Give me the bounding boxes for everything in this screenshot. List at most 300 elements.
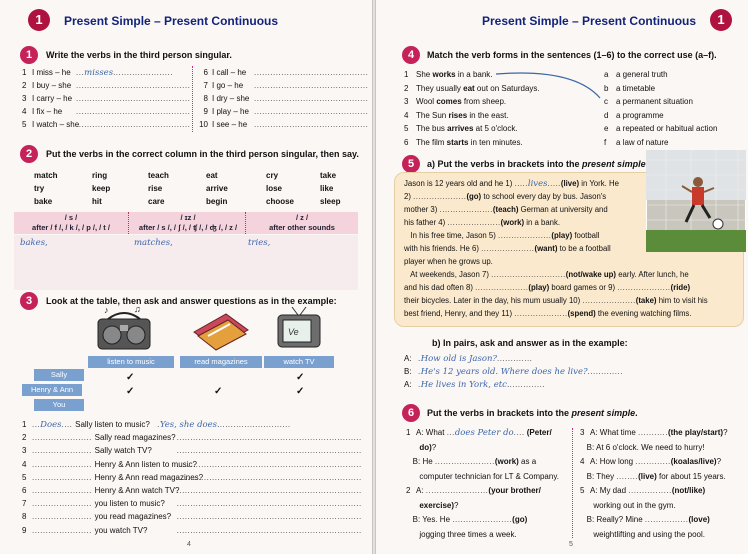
- question-line: [22, 473, 362, 482]
- page-number: 4: [187, 541, 191, 548]
- answer-dots: ......................: [32, 433, 95, 443]
- column-divider: [192, 66, 193, 132]
- answer-dots: ......................: [113, 68, 173, 77]
- answer-area: [14, 235, 358, 290]
- item-number: 4: [22, 459, 27, 469]
- sound-rule: after / s /, / ʃ /, / ʧ /, / ʤ /, / z /: [138, 223, 238, 232]
- question-text: Henry & Ann listen to music?: [94, 459, 197, 469]
- answer-dots: ....................: [582, 296, 636, 305]
- sound-rule: after / f /, / k /, / p /, / t /: [32, 223, 110, 232]
- text-run: ?: [716, 457, 722, 466]
- check-mark: ✓: [214, 386, 223, 397]
- list-item: [196, 68, 368, 77]
- verb-word: arrive: [206, 184, 228, 193]
- handwritten-answer: How old is Jason?: [420, 354, 497, 364]
- answer-dots: ....................: [439, 205, 493, 214]
- verb-word: keep: [92, 184, 111, 193]
- dialog-line: [580, 530, 705, 539]
- answer-dots: ....................................................................: [176, 433, 362, 443]
- item-letter: b: [604, 83, 609, 93]
- story-line: [404, 205, 608, 214]
- page-title: Present Simple – Present Continuous: [64, 14, 279, 28]
- sentence-start: They usually: [416, 83, 464, 93]
- verb-prompt: (ride): [670, 283, 691, 292]
- dialog-line: [406, 443, 436, 452]
- answer-dots: .: [418, 367, 421, 376]
- verb-word: choose: [266, 197, 295, 206]
- unit-badge: 1: [28, 9, 50, 31]
- answer-dots: ....................: [447, 218, 501, 227]
- item-number: 4: [580, 457, 585, 466]
- answer-dots: ......................: [32, 472, 95, 482]
- answer-dots: ....................................................................: [176, 486, 362, 495]
- text-run: 2): [404, 192, 414, 201]
- sentence-end: in the east.: [467, 110, 509, 120]
- item-number: 4: [22, 107, 27, 116]
- text-run: computer technician for LT & Company.: [406, 471, 559, 481]
- item-number: 7: [22, 499, 27, 509]
- handwritten-answer: Does: [40, 420, 62, 430]
- verb-prompt: (live): [560, 179, 580, 188]
- answer-dots: ....................: [617, 283, 671, 292]
- exercise-instruction: Put the verbs in brackets into the present simple.: [427, 408, 638, 418]
- answer-dots: ......................: [452, 515, 513, 524]
- dialog-line: [406, 515, 527, 524]
- exercise-number: 4: [402, 46, 420, 64]
- story-line: [404, 283, 690, 292]
- text-run: as a: [518, 457, 537, 466]
- dialog-line: [406, 501, 459, 510]
- list-item: [22, 81, 190, 90]
- answer-dots: .............: [497, 354, 533, 363]
- exercise-number: 1: [20, 46, 38, 64]
- answer-dots: ......................: [32, 459, 95, 469]
- dialog-line: [406, 428, 552, 438]
- handwritten-answer: He's 12 years old. Where does he live?: [420, 367, 588, 377]
- text-run: A: How long: [590, 457, 636, 466]
- verb-prompt: do): [419, 442, 432, 452]
- answer-dots: ....................: [481, 244, 535, 253]
- answer-dots: ..........................................: [254, 120, 369, 129]
- answer-dots: ..........................................: [254, 68, 369, 77]
- answer-dots: .......................: [425, 486, 489, 495]
- speaker: B:: [404, 367, 412, 376]
- phonetic-symbol: / ɪz /: [180, 213, 196, 222]
- sentence-start: She: [416, 70, 433, 79]
- answer-dots: ....: [513, 428, 525, 437]
- question-line: [22, 526, 362, 535]
- sentence-end: in a bank.: [455, 70, 493, 79]
- question-text: Henry & Ann watch TV?: [94, 486, 180, 495]
- unit-badge: 1: [710, 9, 732, 31]
- use-text: a law of nature: [616, 137, 669, 147]
- text-run: A: What: [416, 428, 447, 437]
- item-number: 6: [22, 486, 27, 495]
- item-number: 3: [22, 94, 27, 103]
- item-letter: f: [604, 137, 607, 147]
- item-prompt: I miss – he: [32, 68, 71, 77]
- text-run: working out in the gym.: [580, 500, 676, 510]
- text-run: board games or 9): [549, 283, 618, 292]
- item-prompt: I buy – she: [32, 81, 72, 90]
- handwritten-answer: does Peter do: [454, 428, 514, 438]
- sentence: [404, 97, 506, 106]
- answer-dots: ....................................................................: [176, 446, 362, 456]
- use-item: [604, 97, 693, 106]
- sentence-start: Wool: [416, 97, 437, 106]
- verb-prompt: (your brother/: [488, 486, 541, 495]
- item-number: 1: [406, 428, 411, 437]
- item-prompt: I fix – he: [32, 107, 63, 116]
- story-line: [404, 244, 611, 253]
- sentence-end: at 5 o'clock.: [473, 124, 518, 133]
- target-verb: arrives: [447, 124, 474, 133]
- item-number: 1: [22, 68, 27, 77]
- question-line: [22, 446, 362, 455]
- verb-word: ring: [92, 171, 108, 180]
- verb-word: care: [148, 197, 165, 206]
- dialog-line: [580, 428, 728, 437]
- table-row-header: You: [34, 399, 84, 411]
- item-number: 1: [22, 420, 27, 429]
- question-line: [22, 499, 362, 508]
- use-item: [604, 111, 664, 120]
- answer-dots: ....................: [498, 231, 552, 240]
- text-run: Jason is 12 years old and he 1): [404, 179, 515, 188]
- table-row-header: Henry & Ann: [22, 384, 82, 396]
- answer-dots: ....................................................................: [176, 459, 362, 469]
- item-number: 3: [580, 428, 585, 437]
- check-mark: ✓: [296, 386, 305, 397]
- verb-word: lose: [266, 184, 283, 193]
- story-line: [404, 179, 619, 189]
- sentence-end: from sheep.: [461, 97, 507, 106]
- exercise-number: 5: [402, 155, 420, 173]
- story-line: [404, 309, 692, 318]
- verb-prompt: (not/wake up): [565, 270, 617, 279]
- column-divider: [572, 428, 573, 538]
- phonetic-symbol: / s /: [64, 213, 78, 222]
- story-line: [404, 231, 599, 240]
- item-prompt: I carry – he: [32, 94, 73, 103]
- question-text: Sally read magazines?: [94, 433, 176, 443]
- item-letter: c: [604, 97, 608, 106]
- verb-prompt: (the play/start): [667, 428, 724, 437]
- verb-prompt: (teach): [492, 205, 519, 214]
- text-run: football: [572, 231, 600, 240]
- target-verb: rises: [448, 110, 468, 120]
- check-mark: ✓: [126, 372, 135, 383]
- verb-prompt: (Peter/: [524, 428, 552, 437]
- exercise-instruction: Look at the table, then ask and answer questions as in the example:: [46, 296, 337, 306]
- dialog-line: [406, 472, 559, 481]
- item-number: 5: [22, 472, 27, 482]
- answer-dots: ....................................................................: [176, 499, 362, 509]
- text-run: with his friends. He 6): [404, 244, 482, 253]
- use-item: [604, 84, 655, 93]
- exercise-instruction: Write the verbs in the third person singular.: [46, 50, 232, 60]
- answer-dots: ......................: [32, 446, 95, 456]
- item-number: 1: [404, 70, 409, 79]
- answer-dots: ...: [446, 428, 455, 437]
- item-number: 9: [203, 107, 208, 116]
- text-run: jogging three times a week.: [406, 529, 517, 539]
- table-row-header: Sally: [34, 369, 84, 381]
- answer-dots: .: [418, 380, 421, 389]
- exercise-instruction: Match the verb forms in the sentences (1–6) to the correct use (a–f).: [427, 50, 717, 60]
- item-number: 9: [22, 525, 27, 535]
- answer-dots: .............: [509, 380, 546, 389]
- list-item: [22, 68, 173, 78]
- check-mark: ✓: [296, 372, 305, 383]
- question-text: you watch TV?: [94, 525, 148, 535]
- question-line: [22, 486, 362, 495]
- verb-word: hit: [92, 197, 102, 206]
- item-number: 6: [203, 68, 208, 77]
- answer-dots: ...: [76, 68, 85, 77]
- dialog-line: [580, 472, 726, 481]
- question-text: you listen to music?: [94, 499, 165, 509]
- verb-prompt: (work): [500, 218, 525, 227]
- item-number: 5: [580, 486, 585, 495]
- sentence-start: The Sun: [416, 110, 449, 120]
- sound-column-header: [131, 212, 246, 234]
- answer-dots: ...........: [638, 428, 668, 437]
- svg-text:♪: ♪: [104, 305, 109, 315]
- item-prompt: I dry – she: [212, 94, 250, 103]
- question-text: Sally watch TV?: [94, 446, 152, 456]
- answer-dots: ................: [644, 515, 689, 524]
- sentence: [404, 84, 540, 93]
- story-line: [404, 270, 689, 279]
- text-run: the evening watching films.: [595, 309, 692, 318]
- dialog-line: [580, 443, 705, 452]
- dialog-line: [404, 354, 532, 364]
- verb-prompt: exercise): [419, 500, 455, 510]
- text-run: ?: [723, 428, 728, 437]
- sentence-end: in ten minutes.: [468, 137, 523, 147]
- handwritten-answer: He lives in York, etc.: [420, 380, 510, 390]
- list-item: [196, 120, 368, 129]
- item-number: 3: [404, 97, 409, 106]
- dialog-line: [580, 515, 710, 524]
- table-column-header: listen to music: [88, 356, 174, 368]
- use-item: [604, 124, 717, 133]
- answer-dots: .....: [547, 179, 561, 188]
- exercise-number: 6: [402, 404, 420, 422]
- text-run: A: What time: [590, 428, 639, 437]
- verb-word: rise: [148, 184, 163, 193]
- answer-dots: .: [418, 354, 421, 363]
- verb-prompt: (koalas/live): [670, 457, 717, 466]
- text-run: A: My dad: [590, 486, 629, 495]
- verb-prompt: (work): [494, 457, 519, 466]
- dialog-line: [406, 486, 541, 495]
- text-run: early. After lunch, he: [616, 270, 689, 279]
- handwritten-answer: matches,: [134, 238, 173, 248]
- use-text: a timetable: [616, 83, 656, 93]
- use-text: a repeated or habitual action: [616, 124, 718, 133]
- text-run: in York. He: [579, 179, 619, 188]
- question-line: [22, 512, 362, 521]
- list-item: [22, 120, 190, 129]
- use-text: a general truth: [616, 70, 668, 79]
- answer-dots: ....: [61, 420, 76, 429]
- page-number: 5: [569, 541, 573, 548]
- answer-dots: ..........................................: [76, 107, 191, 116]
- text-run: him to visit his: [656, 296, 708, 305]
- text-run: in a bank.: [524, 218, 561, 227]
- target-verb: eat: [463, 83, 475, 93]
- verb-prompt: (love): [688, 515, 710, 524]
- verb-prompt: (go): [512, 515, 528, 524]
- target-verb: starts: [446, 137, 469, 147]
- verb-prompt: (not/like): [671, 486, 706, 495]
- answer-dots: ..........................................: [254, 81, 369, 90]
- answer-dots: ......................: [32, 512, 95, 522]
- text-run: At weekends, Jason 7): [404, 270, 492, 279]
- list-item: [196, 81, 368, 90]
- question-line: [22, 460, 362, 469]
- page-title: Present Simple – Present Continuous: [482, 14, 697, 28]
- text-run: for about 15 years.: [656, 471, 726, 481]
- question-line: [22, 433, 362, 442]
- answer-dots: ........: [616, 471, 639, 481]
- verb-word: bake: [34, 197, 53, 206]
- sentence-end: out on Saturdays.: [474, 83, 540, 93]
- answer-dots: ..........................: [219, 420, 291, 429]
- sentence-start: The film: [416, 137, 447, 147]
- item-number: 4: [404, 110, 409, 120]
- text-run: B: At 6 o'clock. We need to hurry!: [580, 442, 705, 452]
- list-item: [196, 94, 368, 103]
- item-number: 2: [22, 81, 27, 90]
- verb-prompt: (play): [551, 231, 573, 240]
- verb-prompt: (live): [638, 471, 657, 481]
- item-number: 2: [406, 486, 411, 495]
- verb-word: try: [34, 184, 45, 193]
- answer-dots: ............................: [491, 270, 566, 279]
- dialog-line: [404, 367, 623, 377]
- verb-word: take: [320, 171, 337, 180]
- dialog-line: [404, 380, 545, 390]
- verb-word: teach: [148, 171, 169, 180]
- boombox-icon: [94, 305, 154, 353]
- check-mark: ✓: [126, 386, 135, 397]
- dialog-line: [406, 530, 517, 539]
- verb-word: cry: [266, 171, 279, 180]
- item-number: 3: [22, 446, 27, 456]
- story-line: [404, 257, 493, 266]
- item-prompt: I call – he: [212, 68, 247, 77]
- dialog-line: [580, 486, 705, 495]
- answer-dots: .....: [514, 179, 528, 188]
- verb-prompt: (go): [466, 192, 482, 201]
- answer-dots: ....................................................................: [176, 472, 362, 482]
- speaker: A:: [404, 380, 412, 389]
- handwritten-answer: lives: [527, 179, 548, 189]
- answer-dots: ......................: [32, 486, 95, 495]
- exercise-number: 3: [20, 292, 38, 310]
- sentence: [404, 138, 523, 147]
- dialog-line: [580, 457, 721, 466]
- answer-dots: ..........................................: [76, 81, 191, 90]
- table-column-header: watch TV: [264, 356, 334, 368]
- text-run: player when he grows up.: [404, 257, 493, 266]
- exercise-instruction: a) Put the verbs in brackets into the present simple: [427, 159, 646, 169]
- dialog-line: [580, 501, 676, 510]
- answer-dots: ....................................................................: [176, 525, 362, 535]
- verb-word: sleep: [320, 197, 341, 206]
- left-page: [0, 0, 372, 554]
- text-run: his father 4): [404, 218, 448, 227]
- handwritten-answer: misses: [84, 68, 114, 78]
- svg-text:♫: ♫: [134, 305, 141, 314]
- sentence: [404, 70, 493, 79]
- use-text: a permanent situation: [616, 97, 693, 106]
- right-page: [376, 0, 748, 554]
- answer-dots: ......................: [32, 499, 95, 509]
- item-prompt: I play – he: [212, 107, 249, 116]
- item-number: 5: [404, 124, 409, 133]
- text-run: B: Really? Mine: [580, 515, 645, 524]
- tv-screen-label: Ve: [288, 327, 299, 337]
- text-run: their bicycles. Later in the day, his mum usually 10): [404, 296, 583, 305]
- verb-word: match: [34, 171, 58, 180]
- answer-dots: ..........................................: [254, 94, 369, 103]
- item-number: 2: [22, 433, 27, 443]
- text-run: best friend, Henry, and they 11): [404, 309, 515, 318]
- answer-dots: ....................................................................: [176, 512, 362, 522]
- answer-dots: ....................: [514, 309, 568, 318]
- item-letter: a: [604, 70, 609, 79]
- verb-prompt: (want): [534, 244, 558, 253]
- sound-column-header: [14, 212, 129, 234]
- text-run: and his dad often 8): [404, 283, 476, 292]
- answer-dots: ....................: [413, 192, 467, 201]
- exercise-instruction: b) In pairs, ask and answer as in the example:: [432, 338, 628, 348]
- list-item: [196, 107, 368, 116]
- text-run: mother 3): [404, 205, 440, 214]
- verb-word: eat: [206, 171, 218, 180]
- exercise-instruction: Put the verbs in the correct column in the third person singular, then say.: [46, 149, 359, 159]
- answer-dots: ..........................................: [254, 107, 369, 116]
- tv-icon: [276, 305, 322, 353]
- answer-dots: ......................: [32, 525, 95, 535]
- phonetic-symbol: / z /: [295, 213, 309, 222]
- item-number: 8: [22, 512, 27, 522]
- target-verb: comes: [436, 97, 462, 106]
- item-number: 10: [199, 120, 208, 129]
- exercise-number: 2: [20, 145, 38, 163]
- football-photo: [646, 150, 746, 252]
- verb-word: begin: [206, 197, 228, 206]
- text-run: B: They: [580, 471, 617, 481]
- sound-rule: after other sounds: [269, 223, 335, 232]
- target-verb: works: [432, 70, 456, 79]
- text-run: B: He: [406, 457, 435, 466]
- answer-dots: .: [157, 420, 160, 429]
- table-column-header: read magazines: [180, 356, 262, 368]
- text-run: ?: [454, 500, 459, 510]
- sentence-start: The bus: [416, 124, 448, 133]
- dialog-line: [406, 457, 536, 466]
- item-letter: e: [604, 124, 609, 133]
- answer-dots: ..........................................: [76, 120, 191, 129]
- sentence: [404, 124, 518, 133]
- magazines-icon: [190, 310, 252, 352]
- answer-dots: ..........................................: [76, 94, 191, 103]
